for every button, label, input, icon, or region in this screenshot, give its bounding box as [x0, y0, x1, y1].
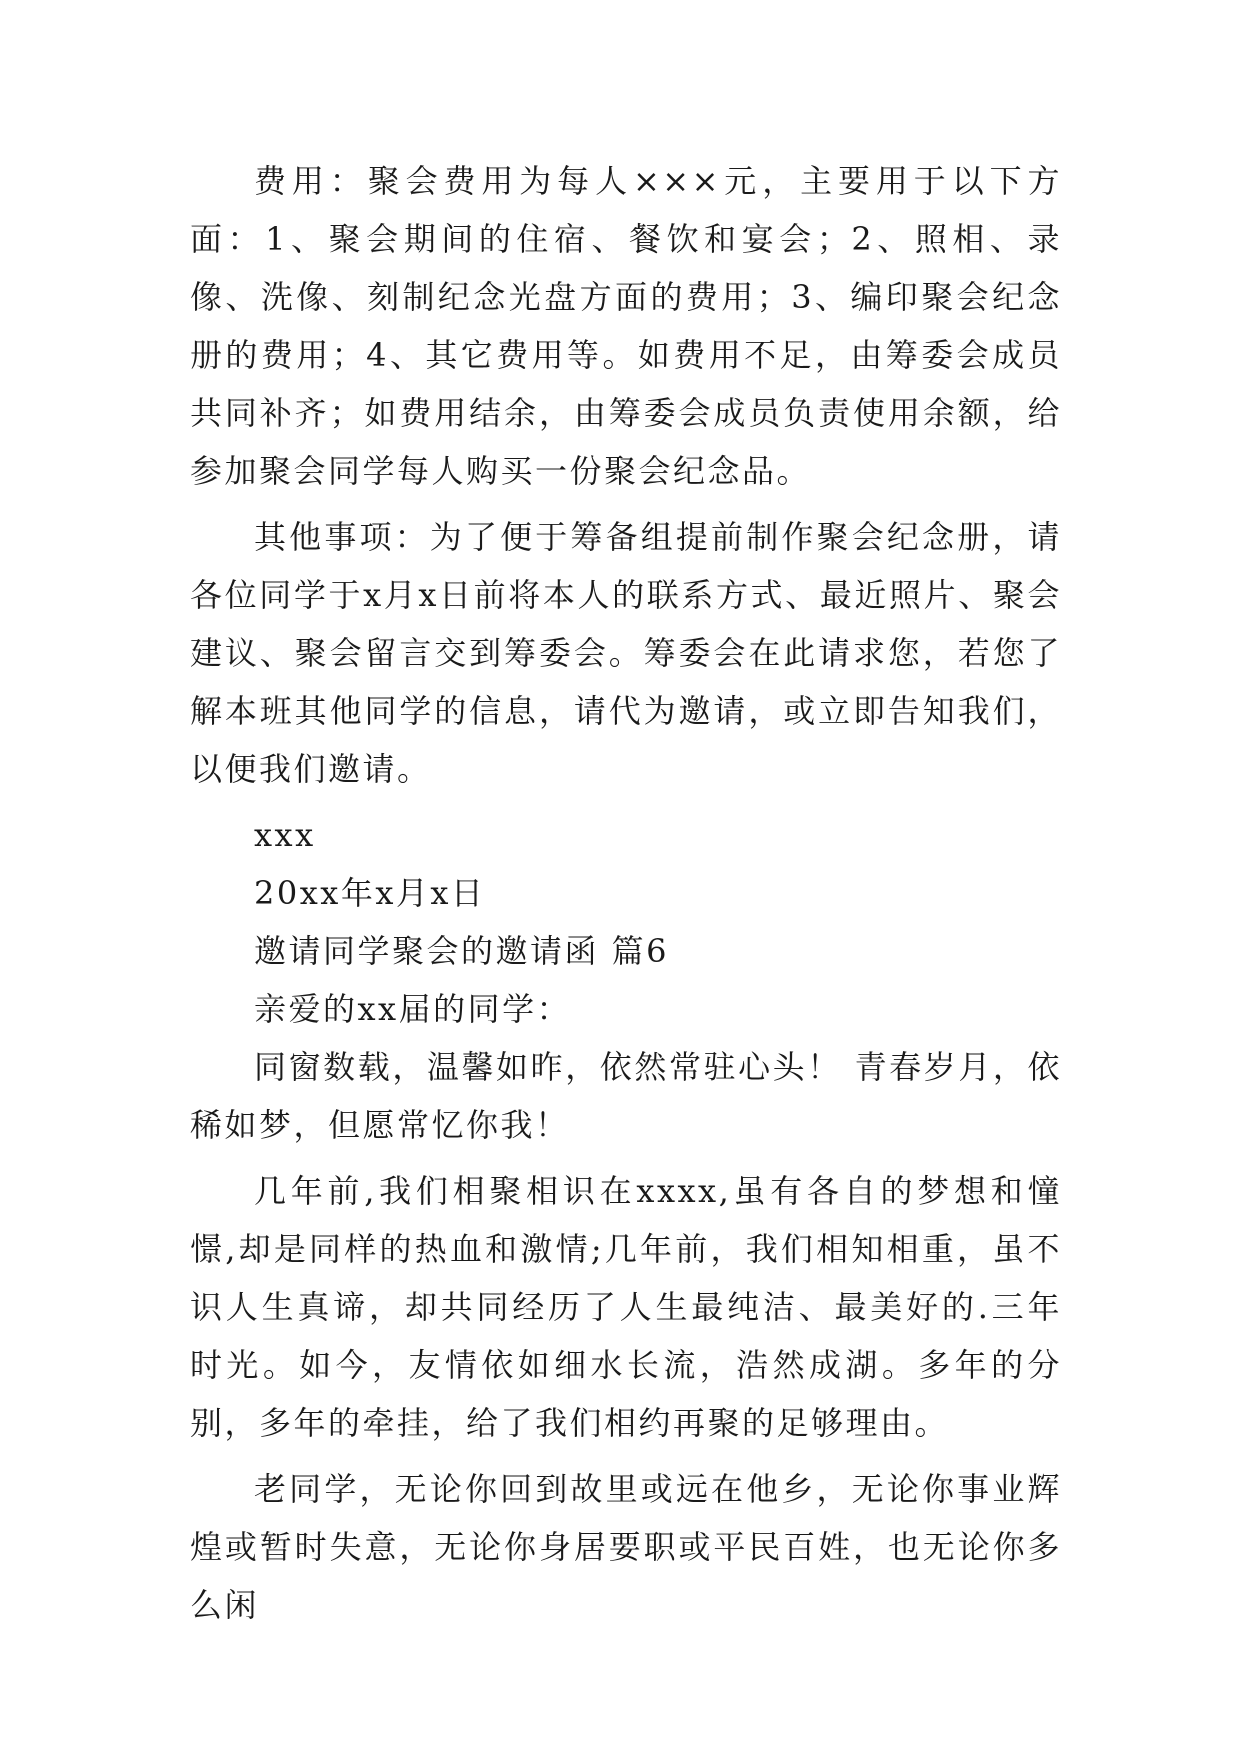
body-paragraph-3: 老同学，无论你回到故里或远在他乡，无论你事业辉煌或暂时失意，无论你身居要职或平民百姓，也无论你多么闲: [190, 1470, 1062, 1624]
expense-paragraph: 费用：聚会费用为每人×××元，主要用于以下方面：1、聚会期间的住宿、餐饮和宴会；2、照相、录像、洗像、刻制纪念光盘方面的费用；3、编印聚会纪念册的费用；4、其它费用等。如费用不足，由筹委会成员共同补齐；如费用结余，由筹委会成员负责使用余额，给参加聚会同学每人购买一份聚会纪念品。: [190, 162, 1062, 490]
greeting: 亲爱的xx届的同学：: [254, 990, 572, 1028]
body-paragraph-2: 几年前,我们相聚相识在xxxx,虽有各自的梦想和憧憬,却是同样的热血和激情;几年前，我们相知相重，虽不识人生真谛，却共同经历了人生最纯洁、最美好的.三年时光。如今，友情依如细水长流，浩然成湖。多年的分别，多年的牵挂，给了我们相约再聚的足够理由。: [190, 1172, 1062, 1442]
body-paragraph-1: 同窗数载，温馨如昨，依然常驻心头！ 青春岁月，依稀如梦，但愿常忆你我！: [190, 1048, 1062, 1144]
date-line: 20xx年x月x日: [254, 874, 486, 912]
section-title: 邀请同学聚会的邀请函 篇6: [254, 932, 670, 970]
signature: xxx: [254, 816, 316, 854]
other-matters-paragraph: 其他事项：为了便于筹备组提前制作聚会纪念册，请各位同学于x月x日前将本人的联系方式、最近照片、聚会建议、聚会留言交到筹委会。筹委会在此请求您，若您了解本班其他同学的信息，请代为邀请，或立即告知我们，以便我们邀请。: [190, 518, 1062, 788]
document-page: [190, 152, 1062, 1642]
